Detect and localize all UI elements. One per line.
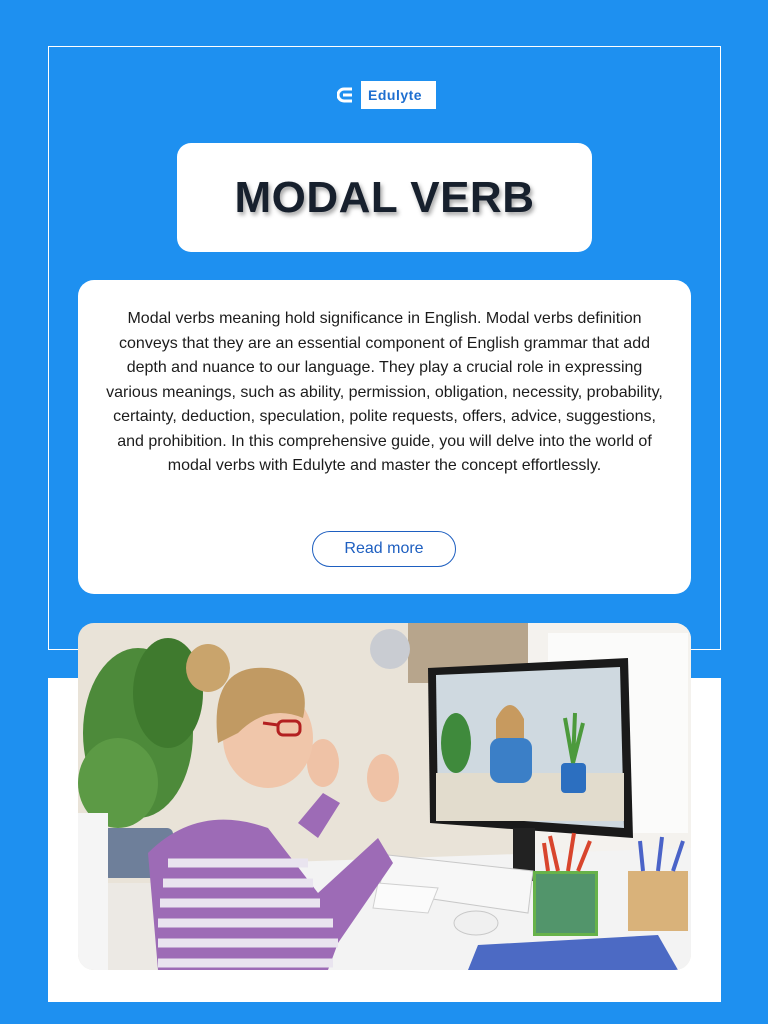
read-more-button[interactable]: Read more: [312, 531, 456, 567]
title-card: [177, 143, 592, 252]
edulyte-logo[interactable]: [332, 80, 437, 110]
description-text: Modal verbs meaning hold significance in English. Modal verbs definition conveys that they are an essential component of English grammar that add depth and nuance to our language. They play a crucial role in expressing various meanings, such as ability, permission, obligation, necessity, probability, certainty, deduction, speculation, polite requests, offers, advice, suggestions, and prohibition. In this comprehensive guide, you will delve into the world of modal verbs with Edulyte and master the concept effortlessly.: [106, 310, 663, 474]
edulyte-logo-icon: [333, 81, 361, 109]
page-title: MODAL VERB: [234, 172, 535, 222]
student-video-call-photo: [78, 623, 691, 970]
logo-text: Edulyte: [368, 87, 423, 103]
description-card: [78, 280, 691, 594]
